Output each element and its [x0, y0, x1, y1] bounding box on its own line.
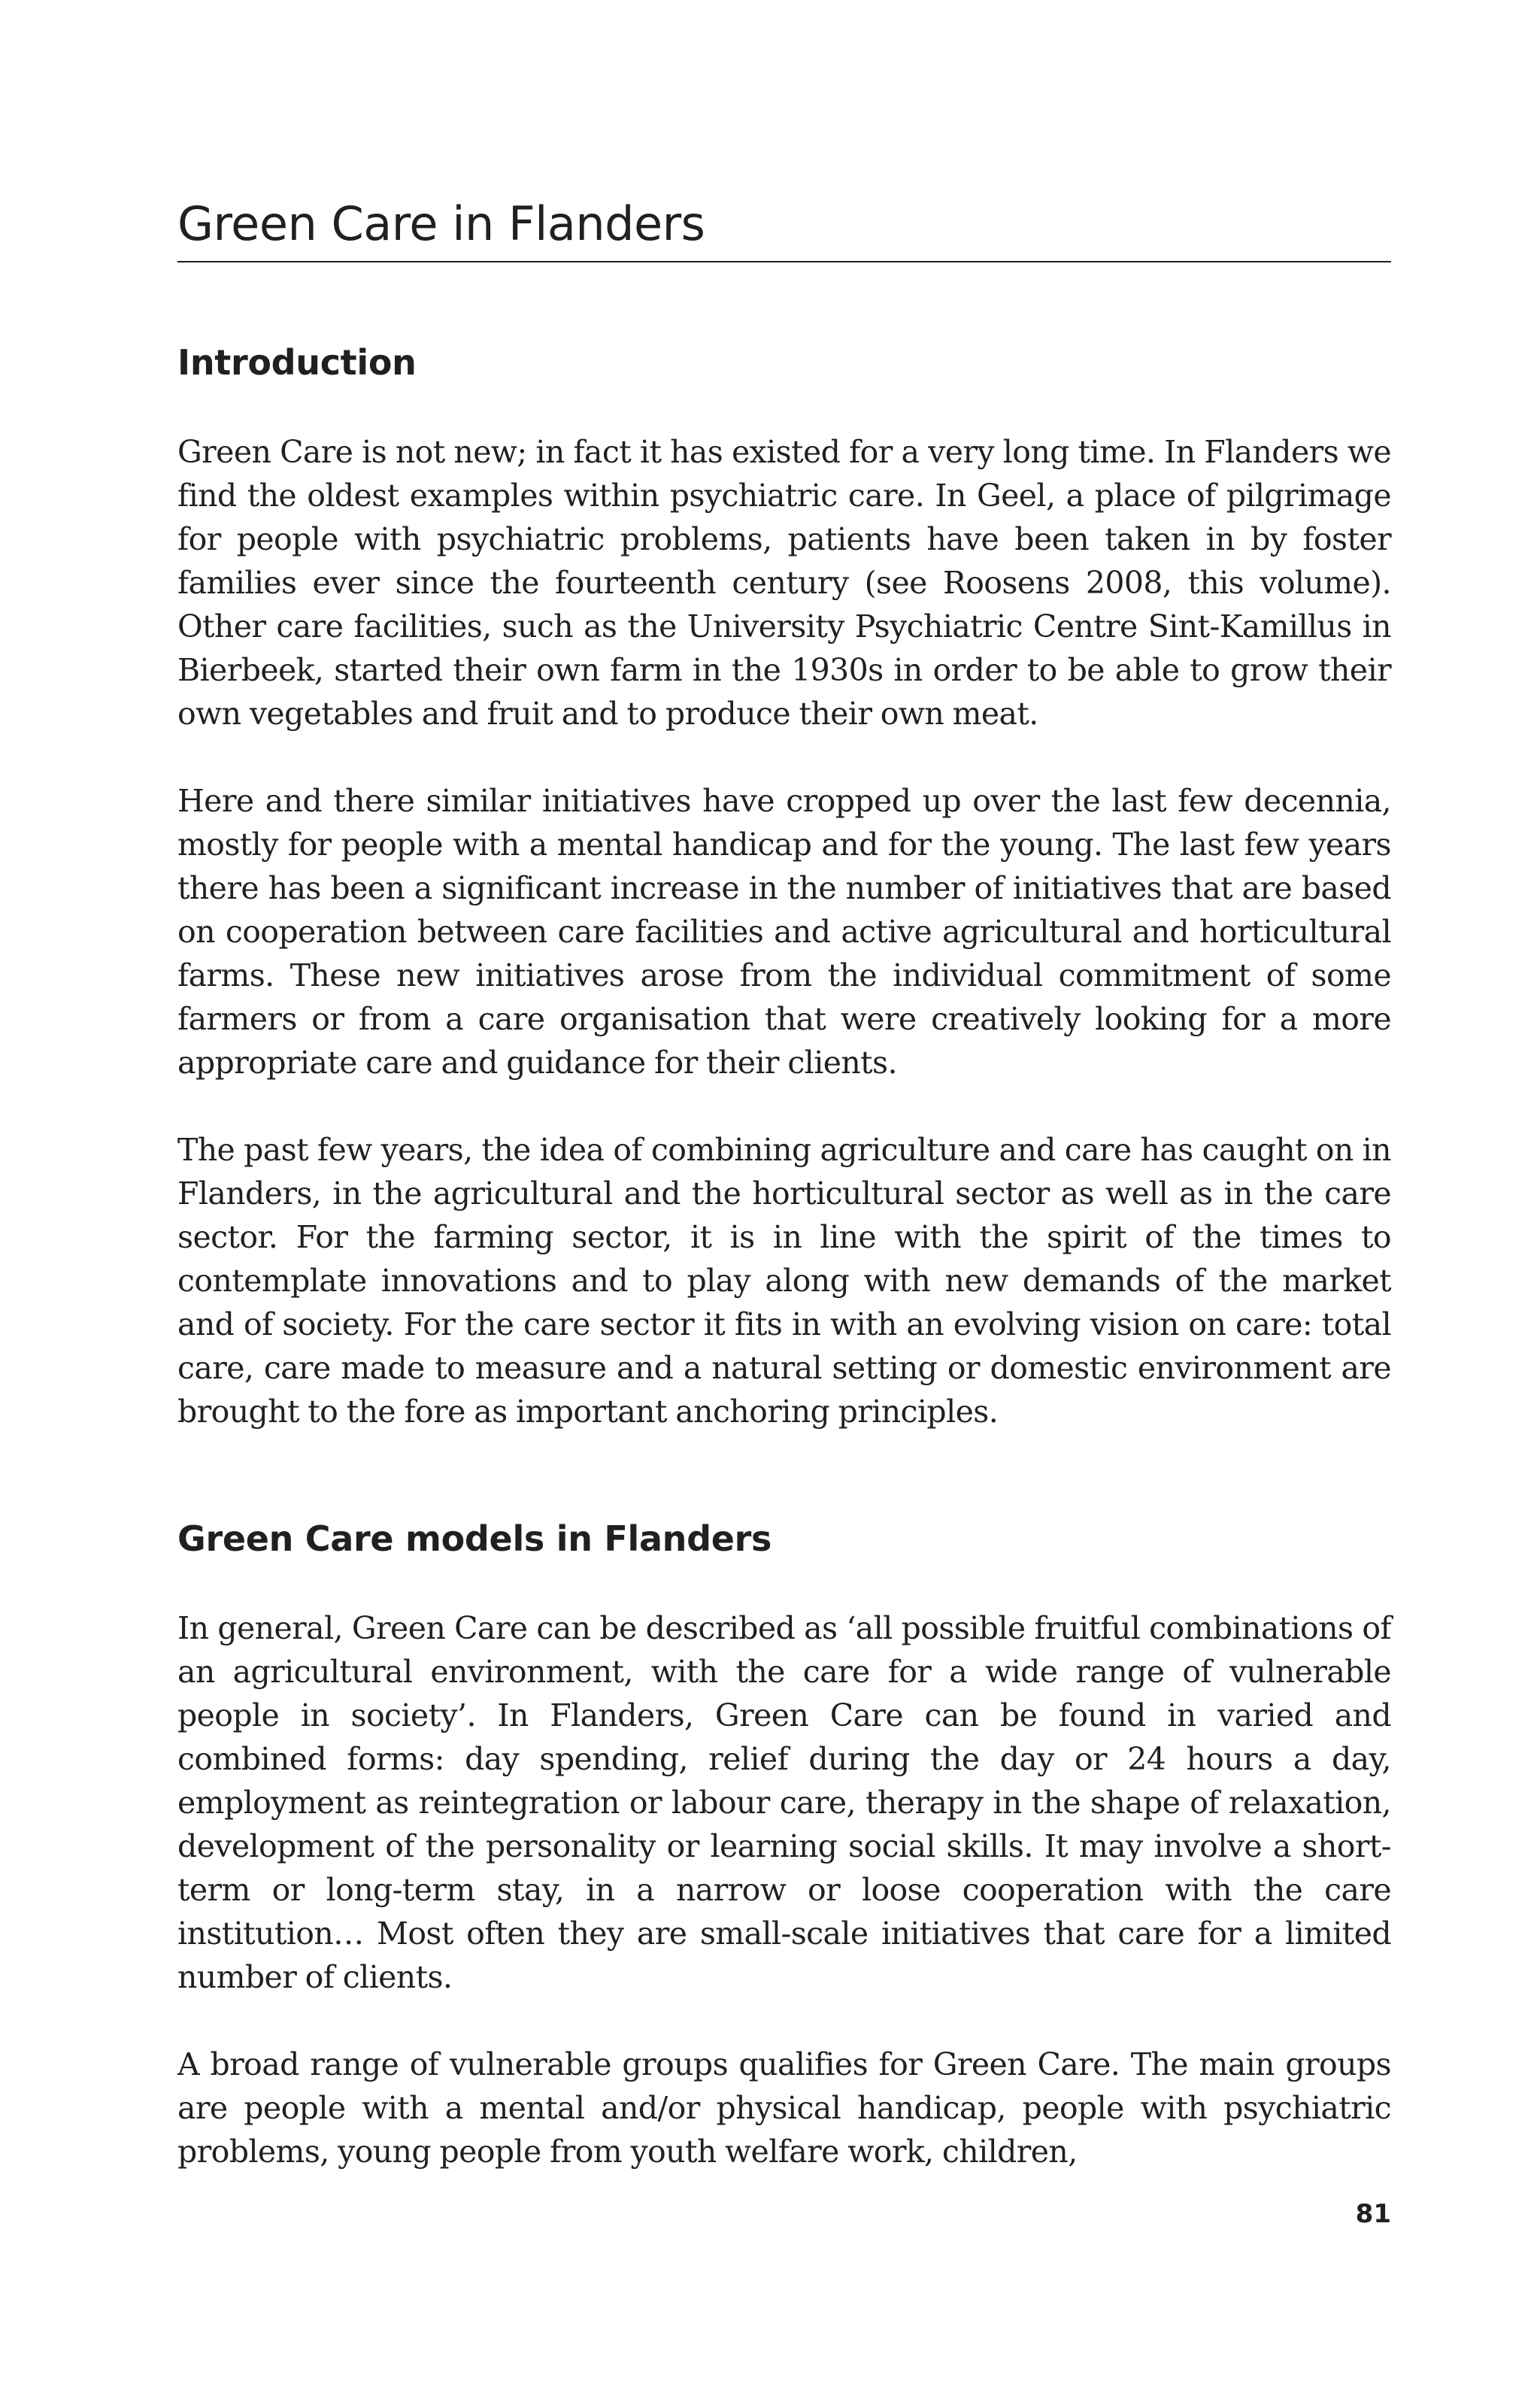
section-heading-introduction: Introduction: [177, 342, 417, 383]
section-heading-models: Green Care models in Flanders: [177, 1518, 772, 1559]
paragraph: Green Care is not new; in fact it has existed for a very long time. In Flanders we find the oldest examples within psychiatric care. In Geel, a place of pilgrimage for people with psychiatric problems, patients have been taken in by foster families ever since the fourteenth century (see Roosens 2008, this volume). Other care facilities, such as the University Psychiatric Centre Sint-Kamillus in Bierbeek, started their own farm in the 1930s in order to be able to grow their own vegetables and fruit and to produce their own meat.: [177, 434, 1391, 732]
paragraph: The past few years, the idea of combining agriculture and care has caught on in Flanders, in the agricultural and the horticultural sector as well as in the care sector. For the farming sector, it is in line with the spirit of the times to contemplate innovations and to play along with new demands of the market and of society. For the care sector it fits in with an evolving vision on care: total care, care made to measure and a natural setting or domestic environment are brought to the fore as important anchoring principles.: [177, 1132, 1391, 1430]
paragraph: Here and there similar initiatives have cropped up over the last few decennia, mostly for people with a mental handicap and for the young. The last few years there has been a significant increase in the number of initiatives that are based on cooperation between care facilities and active agricultural and horticultural farms. These new initiatives arose from the individual commitment of some farmers or from a care organisation that were creatively looking for a more appropriate care and guidance for their clients.: [177, 783, 1391, 1081]
page-number: 81: [1355, 2199, 1391, 2229]
chapter-title: Green Care in Flanders: [177, 196, 705, 251]
paragraph: In general, Green Care can be described as ‘all possible fruitful combinations of an agricultural environment, with the care for a wide range of vulnerable people in society’. In Flanders, Green Care can be found in varied and combined forms: day spending, relief during the day or 24 hours a day, employment as reintegration or labour care, therapy in the shape of relaxation, development of the personality or learning social skills. It may involve a short-term or long-term stay, in a narrow or loose cooperation with the care institution… Most often they are small-scale initiatives that care for a limited number of clients.: [177, 1610, 1391, 1995]
paragraph: A broad range of vulnerable groups qualifies for Green Care. The main groups are people with a mental and/or physical handicap, people with psychiatric problems, young people from youth welfare work, children,: [177, 2046, 1391, 2170]
title-rule: [177, 261, 1391, 262]
book-page: [177, 0, 1391, 2390]
